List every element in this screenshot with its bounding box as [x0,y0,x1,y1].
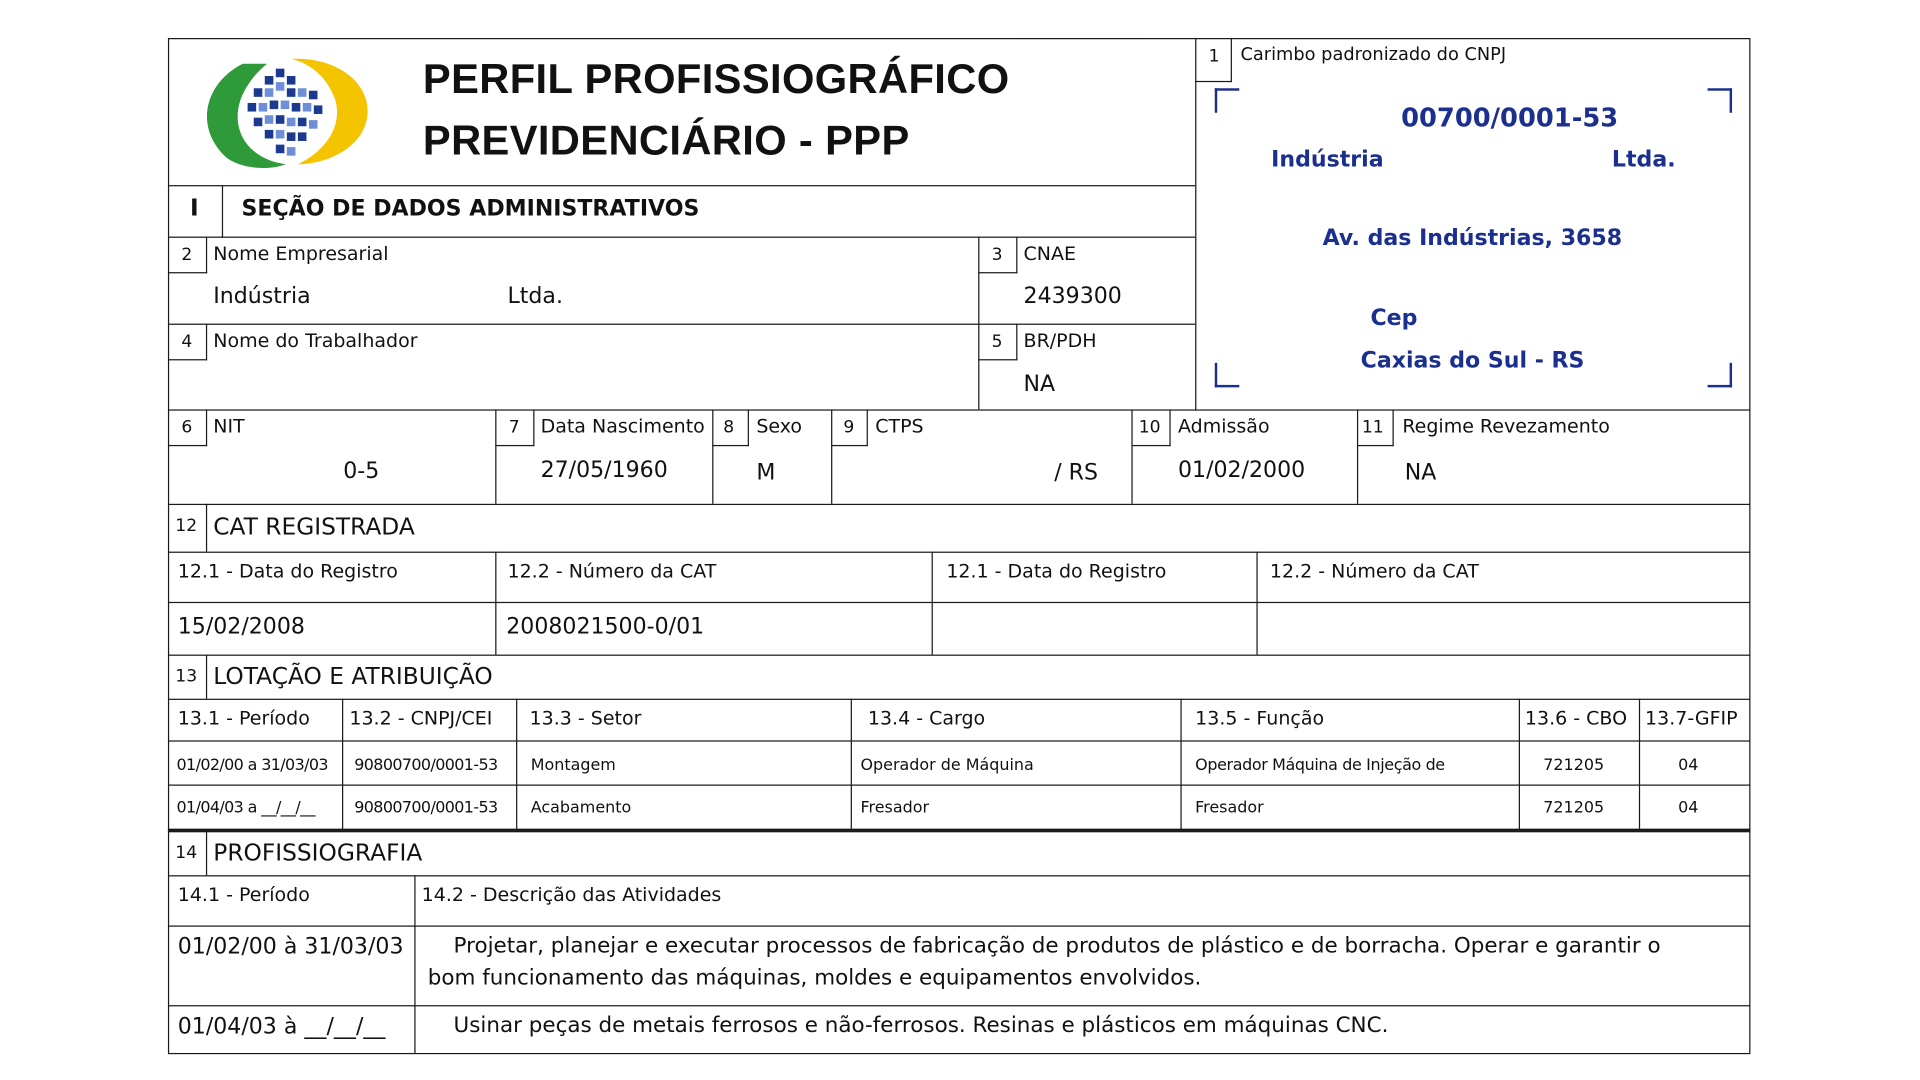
field-11-number: 11 [1361,417,1384,438]
activity-description-line1: Usinar peças de metais ferrosos e não-ferrosos. Resinas e plásticos em máquinas CNC. [453,1013,1389,1039]
lotacao-header-cbo: 13.6 - CBO [1524,707,1628,730]
lotacao-cell-function: Fresador [1195,799,1264,818]
field-6-label: NIT [213,415,245,438]
lotacao-cell-period: 01/04/03 a __/__/__ [176,799,315,818]
field-7-label: Data Nascimento [540,415,705,438]
field-3-label: CNAE [1023,242,1077,265]
lotacao-cell-cnpj: 90800700/0001-53 [354,799,498,818]
stamp-address: Av. das Indústrias, 3658 [1322,225,1623,252]
stamp-cep: Cep [1370,305,1418,331]
field-4-number: 4 [181,332,193,352]
cat-header-number-2: 12.2 - Número da CAT [1269,560,1479,583]
lotacao-cell-gfip: 04 [1678,756,1699,775]
cnae-value: 2439300 [1023,283,1122,309]
stamp-label: Carimbo padronizado do CNPJ [1240,45,1507,65]
lotacao-cell-function: Operador Máquina de Injeção de [1195,756,1445,775]
company-name-value: Indústria [213,283,311,309]
company-suffix-value: Ltda. [507,283,563,309]
field-3-number: 3 [991,245,1003,265]
ctps-value: / RS [1054,459,1098,486]
lotacao-cell-cnpj: 90800700/0001-53 [354,756,498,775]
cat-header-number: 12.2 - Número da CAT [507,560,717,583]
shift-regime-value: NA [1404,459,1437,486]
form-title-line2: PREVIDENCIÁRIO - PPP [422,117,910,165]
lotacao-header-cnpj: 13.2 - CNPJ/CEI [349,707,493,730]
lotacao-cell-position: Fresador [860,799,930,818]
section-14-number: 14 [175,843,198,863]
activity-period: 01/04/03 à __/__/__ [177,1013,386,1040]
stamp-corner-bl [1215,363,1240,388]
field-8-number: 8 [723,417,735,438]
lotacao-cell-sector: Acabamento [530,799,632,818]
section-12-number: 12 [175,516,198,536]
lotacao-cell-cbo: 721205 [1543,799,1605,818]
field-10-label: Admissão [1177,415,1270,438]
field-10-number: 10 [1138,417,1161,438]
lotacao-header-gfip: 13.7-GFIP [1645,707,1738,730]
field-4-label: Nome do Trabalhador [213,329,418,352]
cat-section-title: CAT REGISTRADA [213,513,415,541]
lotacao-cell-position: Operador de Máquina [860,756,1034,775]
birth-date-value: 27/05/1960 [540,457,668,483]
activity-description-line2: bom funcionamento das máquinas, moldes e equipamentos envolvidos. [427,965,1202,991]
lotacao-header-position: 13.4 - Cargo [867,707,986,730]
profissiografia-header-description: 14.2 - Descrição das Atividades [421,883,722,906]
admission-date-value: 01/02/2000 [1177,457,1306,483]
profissiografia-header-period: 14.1 - Período [177,883,310,906]
stamp-city: Caxias do Sul - RS [1360,348,1585,374]
field-6-number: 6 [181,417,193,438]
lotacao-cell-gfip: 04 [1678,799,1699,818]
stamp-company-suffix: Ltda. [1611,147,1676,173]
field-11-label: Regime Revezamento [1402,415,1610,438]
nit-value: 0-5 [343,458,380,485]
section-roman-numeral: I [189,194,199,222]
br-pdh-value: NA [1023,371,1056,398]
cat-number-value: 2008021500-0/01 [506,614,705,640]
lotacao-section-title: LOTAÇÃO E ATRIBUIÇÃO [213,663,493,691]
stamp-number: 1 [1208,46,1220,67]
lotacao-cell-period: 01/02/00 a 31/03/03 [176,756,328,775]
section-title: SEÇÃO DE DADOS ADMINISTRATIVOS [241,196,700,222]
field-8-label: Sexo [756,415,803,438]
form-title-line1: PERFIL PROFISSIOGRÁFICO [422,56,1010,103]
field-9-label: CTPS [875,415,924,438]
cat-registration-date: 15/02/2008 [177,614,305,640]
field-7-number: 7 [508,417,520,438]
section-13-number: 13 [175,666,198,687]
stamp-corner-br [1708,363,1733,388]
sex-value: M [756,459,776,486]
profissiografia-section-title: PROFISSIOGRAFIA [213,839,423,867]
lotacao-header-period: 13.1 - Período [177,707,310,730]
field-9-number: 9 [843,417,855,438]
lotacao-cell-cbo: 721205 [1543,756,1605,775]
cat-header-date: 12.1 - Data do Registro [177,560,398,583]
stamp-corner-tl [1215,88,1240,113]
field-5-number: 5 [991,332,1003,352]
cat-header-date-2: 12.1 - Data do Registro [946,560,1167,583]
activity-description-line1: Projetar, planejar e executar processos de fabricação de produtos de plástico e de borracha. Operar e garantir o [453,934,1661,959]
form-border [168,38,1751,1054]
field-2-label: Nome Empresarial [213,242,389,265]
stamp-cnpj: 00700/0001-53 [1401,102,1619,133]
inss-logo-icon [194,51,378,174]
field-5-label: BR/PDH [1023,329,1097,352]
stamp-corner-tr [1708,88,1733,113]
lotacao-header-function: 13.5 - Função [1195,707,1325,730]
lotacao-header-sector: 13.3 - Setor [529,707,642,730]
stamp-company-name: Indústria [1271,147,1384,173]
field-2-number: 2 [181,245,193,265]
activity-period: 01/02/00 à 31/03/03 [177,934,404,960]
lotacao-cell-sector: Montagem [530,756,616,775]
